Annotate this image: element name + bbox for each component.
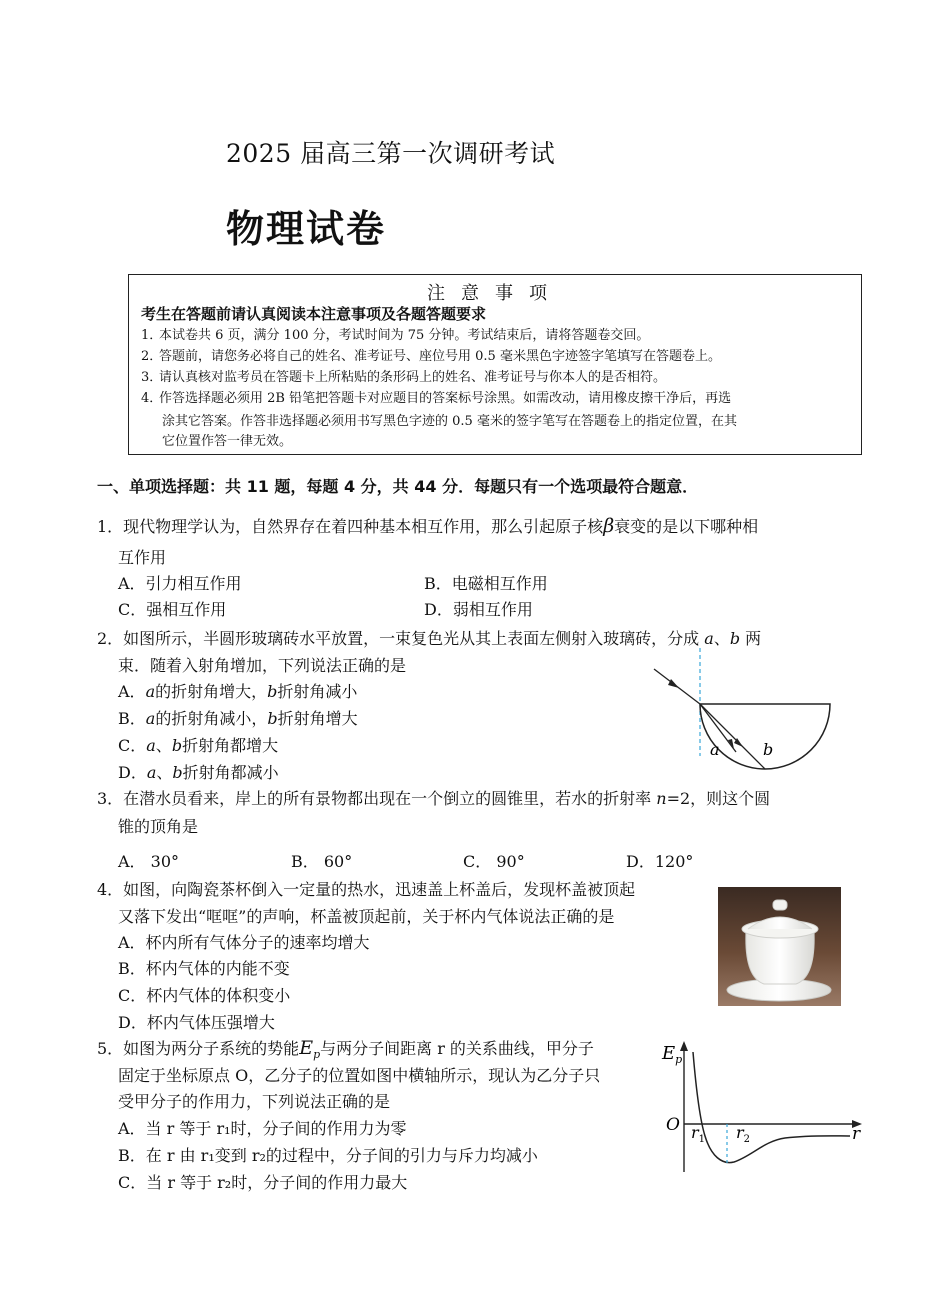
question-2-figure [640, 648, 840, 773]
question-2-text-cont: 束．随着入射角增加，下列说法正确的是 [118, 656, 407, 675]
y-label: $E_p$ [662, 1043, 683, 1066]
teacup-photo [718, 887, 841, 1006]
question-4-text-cont: 又落下发出“哐哐”的声响，杯盖被顶起前，关于杯内气体说法正确的是 [118, 907, 615, 926]
question-5-text-cont: 固定于坐标原点 O，乙分子的位置如图中横轴所示，现认为乙分子只 [118, 1066, 601, 1085]
fig-label-b: b [763, 740, 774, 759]
ray-arrow [728, 739, 734, 749]
option-3a[interactable]: A． 30° [118, 852, 180, 871]
notice-item: 3．请认真核对监考员在答题卡上所粘贴的条形码上的姓名、准考证号与你本人的是否相符。 [141, 370, 667, 385]
potential-energy-graph [660, 1038, 870, 1178]
section-title: 一、单项选择题：共 11 题，每题 4 分，共 44 分．每题只有一个选项最符合题意． [97, 477, 699, 496]
option-1c[interactable]: C．强相互作用 [118, 600, 227, 619]
question-1-text-cont: 互作用 [118, 548, 167, 567]
r1-label: $r_1$ [691, 1123, 706, 1145]
question-3-text-cont: 锥的顶角是 [118, 817, 199, 836]
origin-label: O [666, 1115, 680, 1135]
notice-subheading: 考生在答题前请认真阅读本注意事项及各题答题要求 [141, 305, 487, 323]
question-3-text: 3．在潜水员看来，岸上的所有景物都出现在一个倒立的圆锥里，若水的折射率 n=2，则这个圆 [97, 789, 771, 808]
r2-label: $r_2$ [736, 1123, 751, 1145]
question-2-text: 2．如图所示，半圆形玻璃砖水平放置，一束复色光从其上表面左侧射入玻璃砖，分成 a、b 两 [97, 629, 762, 648]
notice-item-continued: 涂其它答案。作答非选择题必须用书写黑色字迹的 0.5 毫米的签字笔写在答题卷上的指定位置，在其 [162, 414, 737, 429]
question-1-text: 1．现代物理学认为，自然界存在着四种基本相互作用，那么引起原子核β衰变的是以下哪种相 [97, 515, 759, 537]
option-5b[interactable]: B．在 r 由 r₁变到 r₂的过程中，分子间的引力与斥力均减小 [118, 1146, 538, 1165]
y-axis-arrow [680, 1041, 688, 1051]
notice-item: 1．本试卷共 6 页，满分 100 分，考试时间为 75 分钟。考试结束后，请将答题卷交回。 [141, 328, 650, 343]
notice-heading: 注意事项 [427, 283, 563, 304]
exam-title: 物理试卷 [226, 207, 387, 251]
option-3d[interactable]: D．120° [626, 852, 694, 871]
notice-item: 2．答题前，请您务必将自己的姓名、准考证号、座位号用 0.5 毫米黑色字迹签字笔填写在答题卷上。 [141, 349, 721, 364]
option-1d[interactable]: D．弱相互作用 [424, 600, 533, 619]
notice-item: 4．作答选择题必须用 2B 铅笔把答题卡对应题目的答案标号涂黑。如需改动，请用橡皮擦干净后，再选 [141, 391, 732, 406]
option-5a[interactable]: A．当 r 等于 r₁时，分子间的作用力为零 [118, 1119, 407, 1138]
question-4-text: 4．如图，向陶瓷茶杯倒入一定量的热水，迅速盖上杯盖后，发现杯盖被顶起 [97, 880, 636, 899]
glass-semicircle [700, 704, 830, 769]
exam-subtitle: 2025 届高三第一次调研考试 [226, 139, 556, 168]
option-2a[interactable]: A．a的折射角增大，b折射角减小 [118, 682, 358, 701]
option-3c[interactable]: C． 90° [463, 852, 525, 871]
option-4d[interactable]: D．杯内气体压强增大 [118, 1013, 275, 1032]
fig-label-a: a [710, 740, 720, 759]
question-5-text-cont: 受甲分子的作用力，下列说法正确的是 [118, 1092, 391, 1111]
option-1a[interactable]: A．引力相互作用 [118, 574, 242, 593]
option-4b[interactable]: B．杯内气体的内能不变 [118, 959, 290, 978]
option-4c[interactable]: C．杯内气体的体积变小 [118, 986, 291, 1005]
option-2c[interactable]: C．a、b折射角都增大 [118, 736, 279, 755]
ep-curve [693, 1052, 850, 1163]
ray-b [700, 704, 765, 769]
x-label: r [852, 1124, 861, 1144]
option-2b[interactable]: B．a的折射角减小，b折射角增大 [118, 709, 358, 728]
question-5-text: 5．如图为两分子系统的势能$E_p$与两分子间距离 r 的关系曲线，甲分子 [97, 1037, 594, 1062]
option-5c[interactable]: C．当 r 等于 r₂时，分子间的作用力最大 [118, 1173, 408, 1192]
option-2d[interactable]: D．a、b折射角都减小 [118, 763, 279, 782]
notice-box [128, 274, 862, 455]
option-4a[interactable]: A．杯内所有气体分子的速率均增大 [118, 933, 370, 952]
option-1b[interactable]: B．电磁相互作用 [424, 574, 548, 593]
notice-item-continued: 它位置作答一律无效。 [162, 434, 293, 449]
option-3b[interactable]: B． 60° [291, 852, 353, 871]
